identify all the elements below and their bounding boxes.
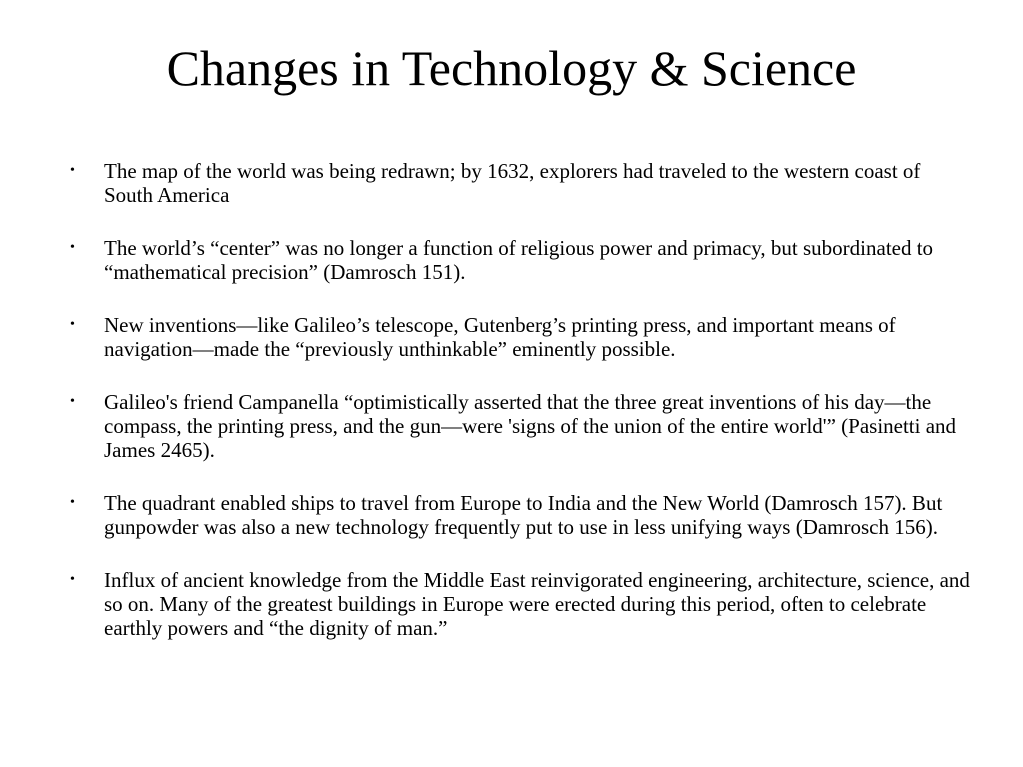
list-item <box>70 390 970 462</box>
bullet-icon: • <box>70 163 75 178</box>
bullet-list <box>70 159 970 669</box>
list-item <box>70 491 970 539</box>
list-item <box>70 568 970 640</box>
bullet-text: New inventions—like Galileo’s telescope, Gutenberg’s printing press, and important means of navigation—made the “previously unthinkable” eminently possible. <box>104 313 896 361</box>
bullet-text: The map of the world was being redrawn; by 1632, explorers had traveled to the western coast of South America <box>104 159 921 207</box>
bullet-text: Influx of ancient knowledge from the Middle East reinvigorated engineering, architecture, science, and so on. Many of the greatest buildings in Europe were erected during this period, often to celebrate earthly powers and “the dignity of man.” <box>104 568 970 640</box>
list-item <box>70 159 970 207</box>
slide-title: Changes in Technology & Science <box>166 40 857 96</box>
bullet-icon: • <box>70 240 75 255</box>
bullet-text: Galileo's friend Campanella “optimistically asserted that the three great inventions of his day—the compass, the printing press, and the gun—were 'signs of the union of the entire world'” (Pasinetti and James 2465). <box>104 390 957 462</box>
bullet-icon: • <box>70 495 75 510</box>
list-item <box>70 313 970 361</box>
list-item <box>70 236 970 284</box>
bullet-text: The world’s “center” was no longer a function of religious power and primacy, but subordinated to “mathematical precision” (Damrosch 151). <box>104 236 934 284</box>
bullet-text: The quadrant enabled ships to travel from Europe to India and the New World (Damrosch 157). But gunpowder was also a new technology frequently put to use in less unifying ways (Damrosch 156). <box>104 491 943 539</box>
bullet-icon: • <box>70 394 75 409</box>
bullet-icon: • <box>70 317 75 332</box>
bullet-icon: • <box>70 572 75 587</box>
